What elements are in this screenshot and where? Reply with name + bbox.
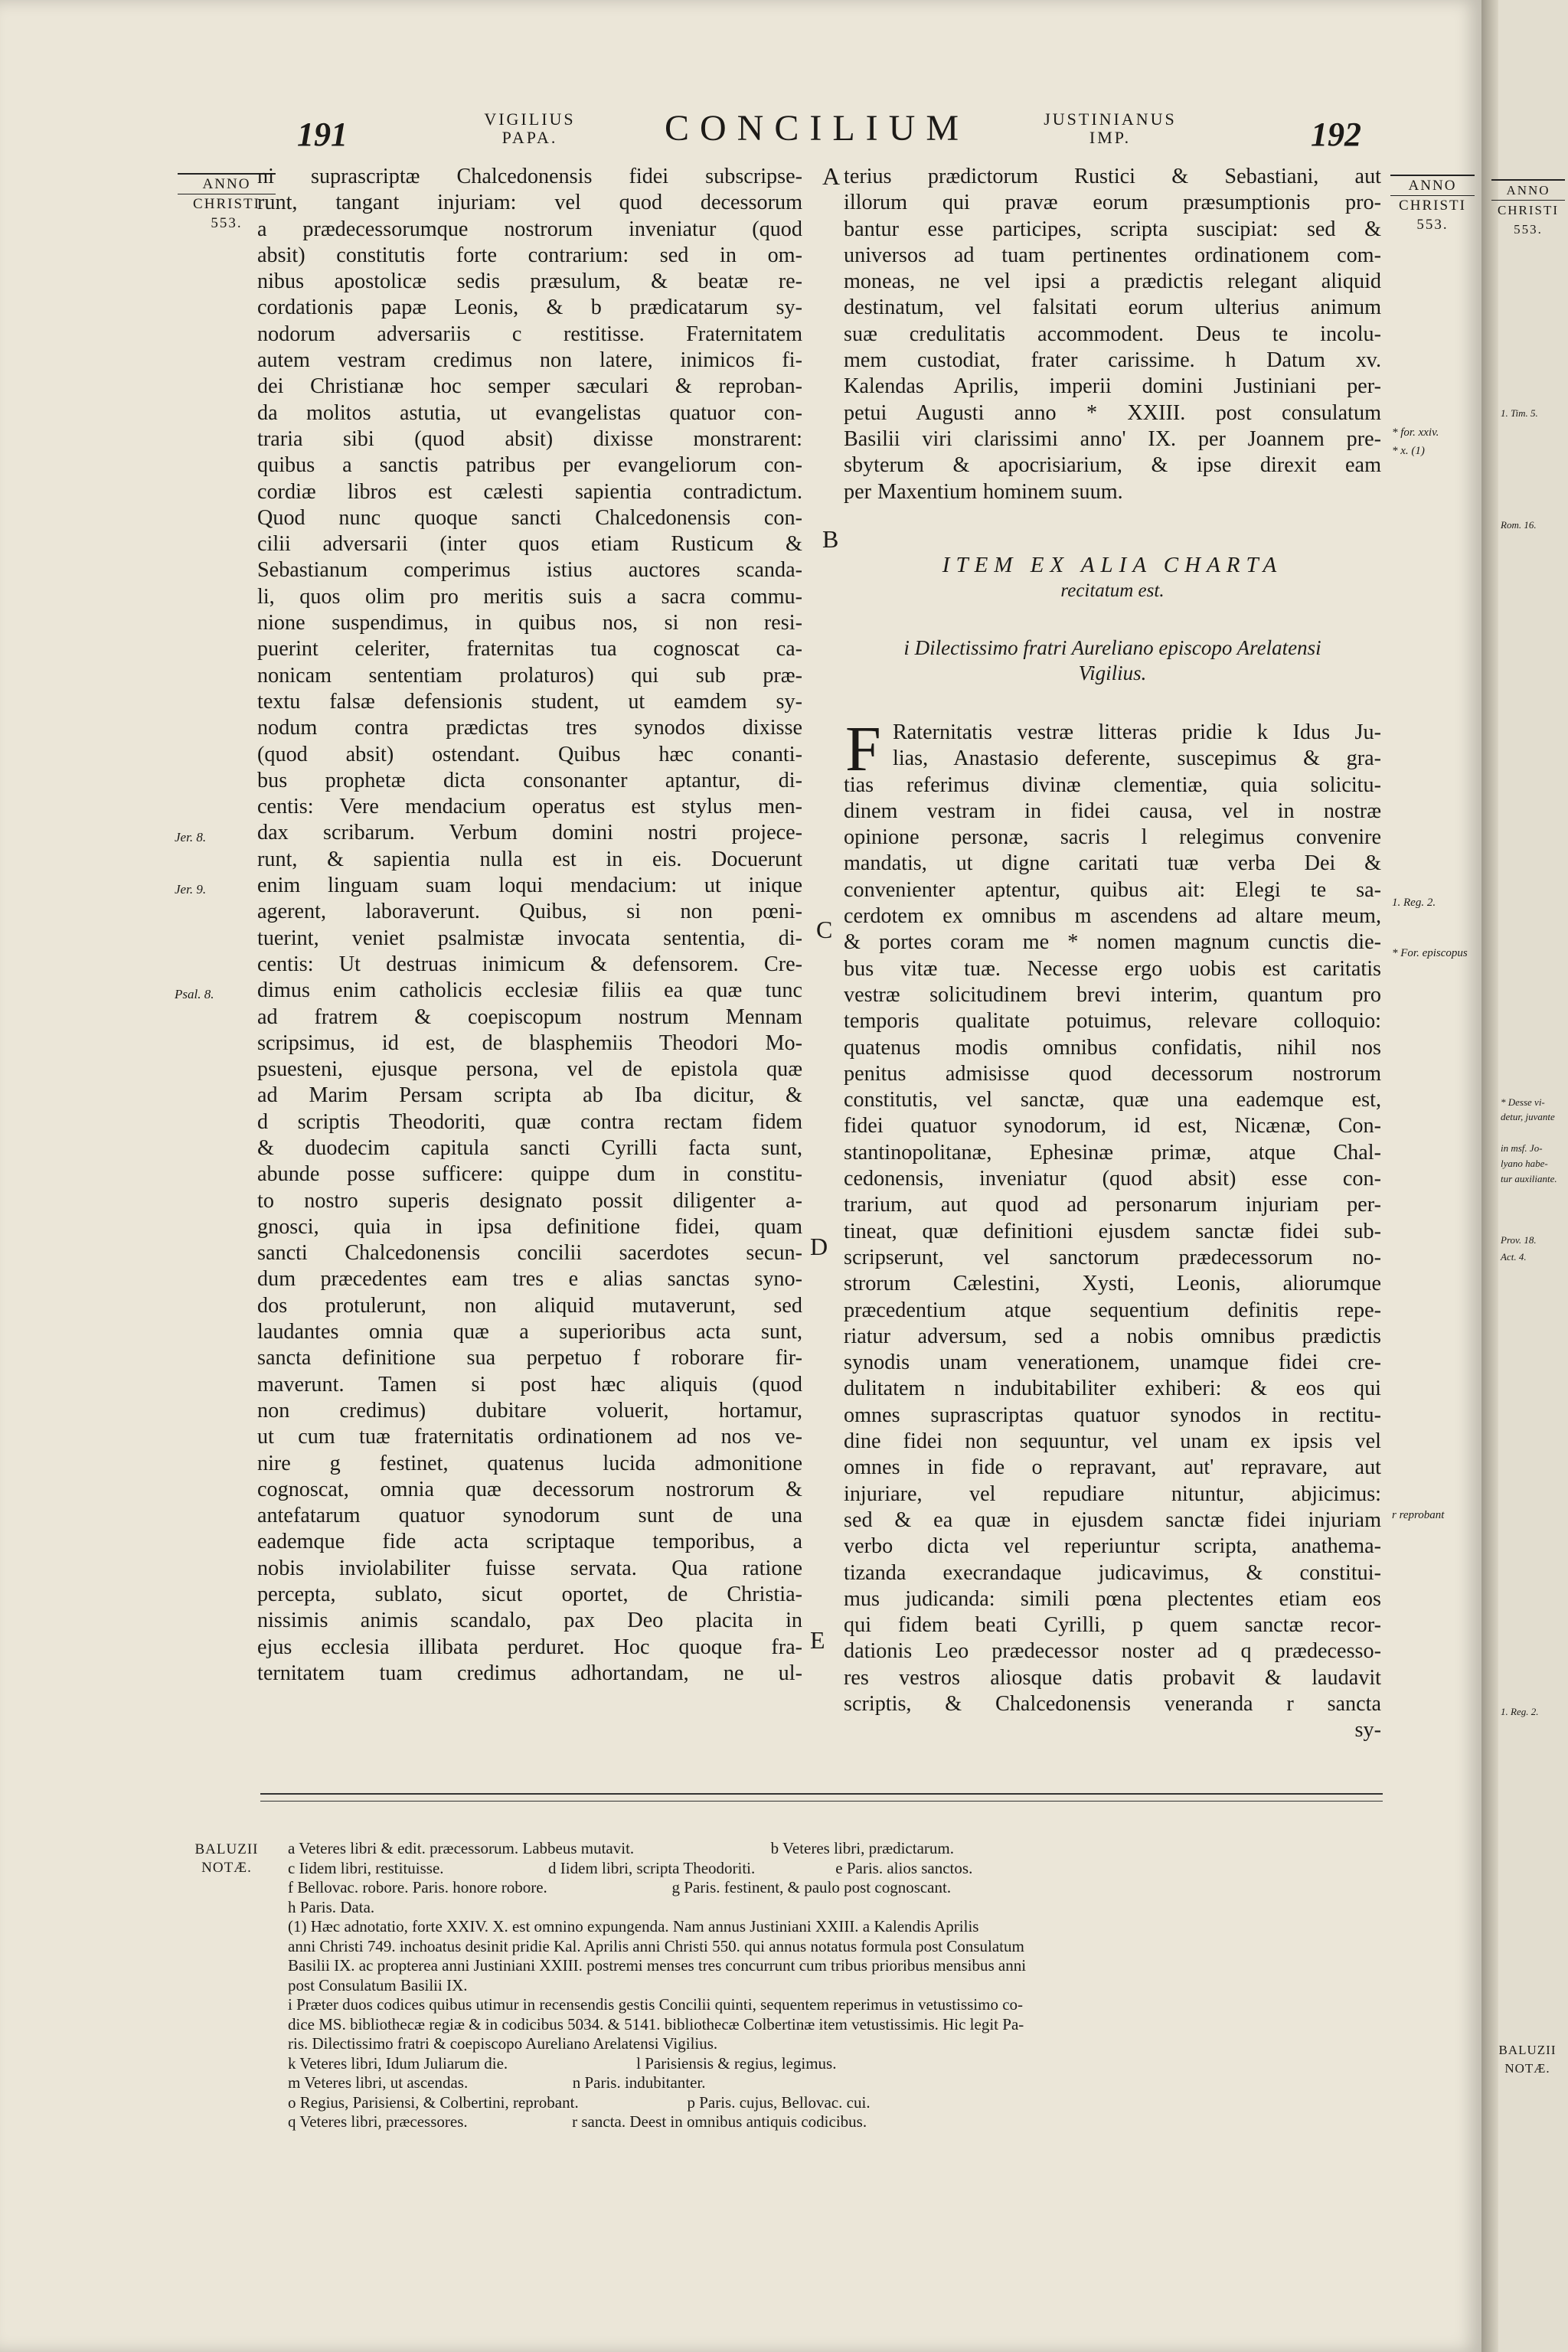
text-line: tuerint, veniet psalmistæ invocata sententia, di- [257,926,802,950]
text-line: trarium, aut quod ad personarum injuriam per- [844,1193,1381,1217]
text-line: absit) constitutis forte contrarium: sed in om- [257,243,802,267]
anno-line: ANNO [178,173,276,194]
text-line: nione suspendimus, in quibus nos, si non resi- [257,611,802,635]
text-line: agerent, laboraverunt. Quibus, si non pœni- [257,900,802,924]
text-line: ad Marim Persam scripta ab Iba dicitur, & [257,1083,802,1108]
text-line: destinatum, vel falsitati eorum ulterius animum [844,296,1381,320]
text-line: cognoscat, omnia quæ decessorum nostrorum & [257,1477,802,1501]
page-title: CONCILIUM [665,108,969,149]
text-line: d scriptis Theodoriti, quæ contra rectam fidem [257,1109,802,1134]
runhead-line: IMP. [1089,128,1132,147]
text-line: opinione personæ, sacris l relegimus convenire [844,825,1381,850]
text-line: Quod nunc quoque sancti Chalcedonensis con- [257,505,802,530]
text-line: præcedentium atque sequentium definitis repe- [844,1298,1381,1322]
text-line: res vestros aliosque datis probavit & laudavit [844,1665,1381,1690]
text-line: nonicam sententiam prolaturos) qui sub præ- [257,663,802,688]
text-line: & portes coram me * nomen magnum cunctis die- [844,930,1381,955]
text-line: omnes suprascriptas quatuor synodos in rectitu- [844,1403,1381,1427]
text-line: scripserunt, vel sanctorum prædecessorum no- [844,1245,1381,1269]
text-line: mem custodiat, frater carissime. h Datum xv. [844,348,1381,373]
text-line: quatenus modis omnibus confidatis, nihil nos [844,1035,1381,1060]
text-line: laudantes omnia quæ a superioribus acta sunt, [257,1320,802,1344]
text-line: textu falsæ defensionis student, ut eamdem sy- [257,689,802,714]
anno-line: 553. [1416,217,1449,233]
text-line: universos ad tuam pertinentes ordinationem com- [844,243,1381,267]
text-line: vestræ solicitudinem brevi interim, quantum pro [844,982,1381,1007]
anno-line: CHRISTI [1497,203,1560,217]
runhead-line: VIGILIUS [484,109,576,129]
anno-line: ANNO [1491,179,1565,201]
text-line: ejus ecclesia illibata perduret. Hoc quoque fra- [257,1635,802,1659]
text-line: nodorum adversariis c restitisse. Fraternitatem [257,322,802,346]
text-line: dationis Leo prædecessor noster ad q prædecesso- [844,1639,1381,1664]
text-line: mus judicanda: simili pœna plectentes etiam eos [844,1586,1381,1611]
text-line: suæ credulitatis accommodent. Deus te incolu- [844,322,1381,346]
footnotes [288,1839,1390,2132]
text-line: Kalendas Aprilis, imperii domini Justiniani per- [844,374,1381,399]
text-line: stantinopolitanæ, Ephesinæ primæ, atque Chal- [844,1140,1381,1165]
text-line: sed & ea quæ in ejusdem sanctæ fidei injuriam [844,1508,1381,1532]
text-line: li, quos olim pro meritis suis a sacra commu- [257,584,802,609]
text-line: antefatarum quatuor synodorum sunt de una [257,1504,802,1528]
drop-capital: F [845,714,881,785]
text-line: psuesteni, ejusque persona, vel de epistola quæ [257,1057,802,1082]
text-line: cilii adversarii (inter quos etiam Rusticum & [257,532,802,557]
text-line: dos protulerunt, non aliquid mutaverunt, sed [257,1293,802,1318]
right-letter-opening [893,720,1381,773]
text-line: riatur adversum, sed a nobis omnibus prædictis [844,1324,1381,1348]
text-line: runt, & sapientia nulla est in eis. Docuerunt [257,847,802,871]
text-line: Basilii viri clarissimi anno' IX. per Joannem pre- [844,426,1381,451]
text-line: tias referimus divinæ clementiæ, quia solicitu- [844,773,1381,797]
text-line: bantur esse participes, scripta suscipiat: sed & [844,217,1381,241]
text-line: maverunt. Tamen si post hæc aliquis (quod [257,1372,802,1396]
text-line: nire g festinet, quatenus lucida admonitione [257,1451,802,1475]
section-letter-b: B [822,525,839,553]
text-line: injuriare, vel repudiare nituntur, abjicimus: [844,1481,1381,1506]
text-line: autem vestram credimus non latere, inimicos fi- [257,348,802,373]
margin-note-jer8: Jer. 8. [175,830,207,844]
text-line: traria sibi (quod absit) dixisse monstrarent: [257,426,802,451]
text-line: sancti Chalcedonensis concilii sacerdotes secun- [257,1241,802,1266]
text-line: cordationis papæ Leonis, & b prædicatarum sy- [257,296,802,320]
text-line: percepta, sublato, sicut oportet, de Christia- [257,1583,802,1607]
margin-note-jer9: Jer. 9. [175,882,207,897]
text-line: strorum Cælestini, Xysti, Leonis, aliorumque [844,1272,1381,1296]
text-line: temporis qualitate potuimus, relevare colloquio: [844,1009,1381,1034]
text-line: ternitatem tuam credimus adhortandam, ne ul- [257,1661,802,1685]
anno-line: 553. [1514,222,1543,237]
text-line: petui Augusti anno * XXIII. post consulatum [844,400,1381,425]
text-line: non credimus) dubitare voluerit, hortamur, [257,1398,802,1423]
section-letter-d: D [810,1233,828,1260]
text-line: ad fratrem & coepiscopum nostrum Mennam [257,1004,802,1029]
text-line: dum præcedentes eam tres e alias sanctas syno- [257,1267,802,1292]
text-line: fidei quatuor synodorum, id est, Nicænæ, Con- [844,1114,1381,1138]
text-line: gnosci, quia in ipsa definitione fidei, quam [257,1214,802,1239]
margin-note-psal8: Psal. 8. [175,987,214,1001]
text-line: bus vitæ tuæ. Necesse ergo uobis est caritatis [844,956,1381,981]
text-line: illorum qui pravæ eorum præsumptionis pro- [844,191,1381,215]
text-line: nissimis animis scandalo, pax Deo placita in [257,1609,802,1633]
text-line: & duodecim capitula sancti Cyrilli facta sunt, [257,1135,802,1160]
text-line: Raternitatis vestræ litteras pridie k Idus Ju- [893,720,1381,744]
notes-label [181,1841,273,1877]
text-line: constitutis, vel sanctæ, quæ una eademque est, [844,1088,1381,1112]
text-line: tizanda execrandaque judicavimus, & constitui- [844,1560,1381,1585]
margin-note-xxiv: * for. xxiv. [1392,426,1439,439]
anno-christi-facing [1491,179,1565,239]
facing-note-line: tur auxiliante. [1501,1173,1557,1184]
facing-notes-label [1490,2041,1565,2078]
text-line: centis: Ut destruas inimicum & defensorem. Cre- [257,952,802,976]
text-line: dinem vestram in fidei causa, vel in nostræ [844,799,1381,823]
anno-line: 553. [211,215,243,231]
text-line: quibus a sanctis patribus per evangeliorum con- [257,453,802,478]
text-line: runt, tangant injuriam: vel quod decessorum [257,191,802,215]
text-line: nodum contra prædictas tres synodos dixisse [257,716,802,740]
text-line: enim linguam suam loqui mendacium: ut inique [257,874,802,898]
text-line: to nostro superis designato possit diligenter a- [257,1188,802,1213]
text-line: convenienter aptentur, quibus ait: Elegi te sa- [844,877,1381,902]
left-running-head [476,110,583,147]
text-line: terius prædictorum Rustici & Sebastiani, aut [844,165,1381,188]
text-line: abunde posse sufficere: quippe dum in constitu- [257,1162,802,1187]
anno-line: ANNO [1390,175,1475,196]
text-line: dei Christianæ hoc semper sæculari & reproban- [257,374,802,399]
section-letter-e: E [810,1626,825,1654]
text-line: dulitatem n indubitabiliter exhiberi: & eos qui [844,1377,1381,1401]
footnote-line: h Paris. Data. [288,1897,375,1916]
right-running-head [1041,110,1179,147]
text-line: scriptis, & Chalcedonensis veneranda r sancta [844,1691,1381,1716]
footnote-line: dice MS. bibliothecæ regiæ & in codicibus 5034. & 5141. bibliothecæ Colbertinæ item vetustissimis. Hic legit Pa- [288,2014,1024,2034]
footnote-line: (1) Hæc adnotatio, forte XXIV. X. est omnino expungenda. Nam annus Justiniani XXIII. a Kalendis Aprilis [288,1917,979,1936]
footnote-line: m Veteres libri, ut ascendas. n Paris. indubitanter. [288,2073,706,2092]
anno-line: CHRISTI [1399,198,1466,214]
text-line: (quod absit) ostendant. Quibus hæc conanti- [257,742,802,766]
text-line: dimus enim catholicis ecclesiæ filiis ea quæ tunc [257,978,802,1003]
text-line: qui fidem beati Cyrilli, p quem sanctæ recor- [844,1613,1381,1638]
text-line: sy- [1354,1718,1381,1743]
anno-line: CHRISTI [193,196,260,212]
facing-note-desse: * Desse vi-detur, juvante [1501,1096,1555,1122]
text-line: nibus apostolicæ sedis præsulum, & beatæ re- [257,270,802,294]
footnote-line: f Bellovac. robore. Paris. honore robore. g Paris. festinent, & paulo post cognoscant. [288,1878,952,1896]
text-line: bus prophetæ dicta consonanter aptantur, di- [257,768,802,792]
notes-label-line: BALUZII [194,1841,259,1857]
notes-label-line: NOTÆ. [201,1860,252,1876]
address-line: Vigilius. [1078,662,1147,684]
text-line: Sebastianum comperimus istius auctores scanda- [257,558,802,583]
text-line: per Maxentium hominem suum. [844,479,1123,504]
anno-christi-right [1390,175,1475,234]
text-line: sancta definitione sua perpetuo f roborare fir- [257,1346,802,1370]
footnote-line: q Veteres libri, præcessores. r sancta. Deest in omnibus antiquis codicibus. [288,2112,867,2131]
book-gutter [1481,0,1498,2352]
text-line: ni suprascriptæ Chalcedonensis fidei subscripse- [257,165,802,188]
facing-note-act4: Act. 4. [1501,1251,1527,1263]
notes-label-line: BALUZII [1498,2043,1557,2057]
text-line: dax scribarum. Verbum domini nostri projece- [257,821,802,845]
footnote-line: k Veteres libri, Idum Juliarum die. l Parisiensis & regius, legimus. [288,2053,837,2073]
text-line: cerdotem ex omnibus m ascendens ad altare meum, [844,904,1381,929]
section-heading: ITEM EX ALIA CHARTA [942,553,1283,577]
text-line: omnes in fide o repravant, aut' repravare, aut [844,1455,1381,1480]
left-page-number: 191 [297,116,348,153]
text-line: verbo dicta vel reperiuntur scripta, anathema- [844,1534,1381,1559]
text-line: scripsimus, id est, de blasphemiis Theodori Mo- [257,1031,802,1055]
footnote-rule-thin [260,1801,1383,1802]
address-line: i Dilectissimo fratri Aureliano episcopo Arelatensi [903,636,1321,659]
text-line: tineat, quæ definitioni ejusdem sanctæ fidei sub- [844,1219,1381,1243]
right-page-number: 192 [1311,116,1361,153]
footnote-line: post Consulatum Basilii IX. [288,1975,468,1994]
left-text-column [257,164,802,1687]
facing-note-rom16: Rom. 16. [1501,519,1537,531]
facing-note-tim5: 1. Tim. 5. [1501,407,1538,419]
letter-address [844,635,1381,686]
text-line: puerint celeriter, fraternitas tua cognoscat ca- [257,637,802,662]
text-line: da molitos astutia, ut evangelistas quatuor con- [257,400,802,425]
margin-note-x1: * x. (1) [1392,445,1425,457]
text-line: ut cum tuæ fraternitatis ordinationem ad nos ve- [257,1425,802,1449]
text-line: a prædecessorumque nostrorum inveniatur (quod [257,217,802,241]
text-line: cedonensis, inveniatur (quod absit) esse con- [844,1167,1381,1191]
text-line: lias, Anastasio deferente, suscepimus & gra- [893,746,1381,771]
text-line: nobis inviolabiliter fuisse servata. Qua ratione [257,1556,802,1580]
margin-note-episcopus: * For. episcopus [1392,947,1468,959]
text-line: eademque fide acta scriptaque temporibus, a [257,1530,802,1554]
section-letter-c: C [816,916,833,943]
section-subheading: recitatum est. [1060,580,1165,601]
text-line: centis: Vere mendacium operatus est stylus men- [257,795,802,819]
footnote-line: anni Christi 749. inchoatus desinit pridie Kal. Aprilis anni Christi 550. qui annus notatus formula post Consulatum [288,1936,1024,1955]
runhead-line: JUSTINIANUS [1044,109,1177,129]
facing-note-line: lyano habe- [1501,1158,1548,1169]
facing-note-reg2: 1. Reg. 2. [1501,1706,1539,1717]
margin-note-reprobant: r reprobant [1392,1509,1445,1521]
facing-note-prov18: Prov. 18. [1501,1234,1537,1246]
right-text-column-top [844,164,1381,505]
footnote-line: o Regius, Parisiensi, & Colbertini, reprobant. p Paris. cujus, Bellovac. cui. [288,2092,871,2112]
facing-note-line: in msf. Jo- [1501,1142,1543,1154]
margin-note-reg2: 1. Reg. 2. [1392,897,1436,909]
text-line: moneas, ne vel ipsi a prædictis relegant aliquid [844,270,1381,294]
text-line: cordiæ libros est cælesti sapientia contradictum. [257,479,802,504]
text-line: penitus admisisse quod decessorum nostrorum [844,1061,1381,1086]
footnote-line: ris. Dilectissimo fratri & coepiscopo Aureliano Arelatensi Vigilius. [288,2034,718,2053]
text-line: dine fidei non sequuntur, vel unam ex ipsis vel [844,1429,1381,1454]
section-letter-a: A [822,162,841,190]
text-line: sbyterum & apocrisiarium, & ipse direxit eam [844,453,1381,478]
notes-label-line: NOTÆ. [1504,2061,1550,2076]
footnote-line: Basilii IX. ac propterea anni Justiniani XXIII. postremi menses tres concurrunt cum tribus prioribus mensibus anni [288,1956,1027,1975]
footnote-line: a Veteres libri & edit. præcessorum. Labbeus mutavit. b Veteres libri, prædictarum. [288,1839,954,1857]
footnote-rule [260,1793,1383,1795]
footnote-line: i Præter duos codices quibus utimur in recensendis gestis Concilii quinti, sequentem reperimus in vetustissimo co- [288,1995,1024,2014]
text-line: synodis unam venerationem, unamque fidei cre- [844,1351,1381,1375]
right-letter-body [844,773,1381,1744]
footnote-line: c Iidem libri, restituisse. d Iidem libri, scripta Theodoriti. e Paris. alios sanctos. [288,1858,973,1877]
text-line: mandatis, ut digne caritati tuæ verba Dei & [844,851,1381,876]
runhead-line: PAPA. [501,128,558,147]
